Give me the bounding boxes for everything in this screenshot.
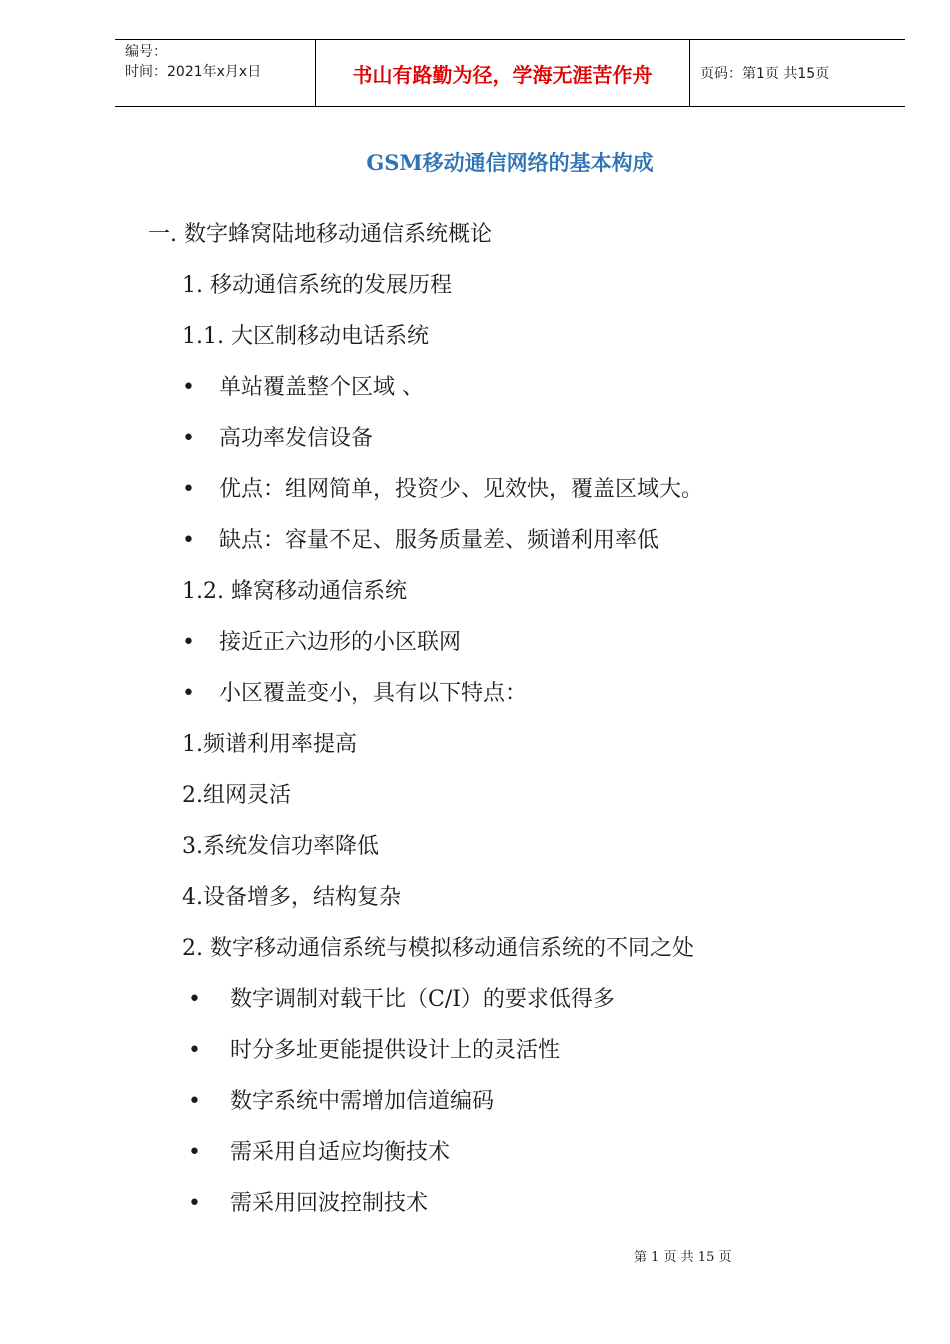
list-item: 需采用回波控制技术 [230,1191,429,1216]
subsection-heading-1-1: 1.1. 大区制移动电话系统 [182,324,429,349]
header-table [115,39,905,107]
list-item: 单站覆盖整个区域 、 [219,375,424,400]
list-item: 高功率发信设备 [219,426,374,451]
list-item: 数字调制对载干比（C/I）的要求低得多 [230,987,615,1012]
bullet-marker: • [188,1089,201,1114]
numbered-item: 4.设备增多，结构复杂 [182,885,401,910]
numbered-item: 1.频谱利用率提高 [182,732,357,757]
subsection-heading-2: 2. 数字移动通信系统与模拟移动通信系统的不同之处 [182,936,694,961]
header-motto-cell [316,40,690,106]
document-number-label: 编号： [125,44,167,60]
list-item: 需采用自适应均衡技术 [230,1140,451,1165]
bullet-marker: • [188,987,201,1012]
header-meta-cell [115,40,316,106]
header-page-info: 页码：第1页 共15页 [700,66,830,82]
header-page-cell [690,40,905,106]
bullet-marker: • [188,1140,201,1165]
list-item: 缺点：容量不足、服务质量差、频谱利用率低 [219,528,660,553]
bullet-marker: • [182,477,195,502]
header-motto: 书山有路勤为径，学海无涯苦作舟 [352,62,653,87]
bullet-marker: • [182,681,195,706]
bullet-marker: • [188,1191,201,1216]
subsection-heading-1-2: 1.2. 蜂窝移动通信系统 [182,579,407,604]
document-time-label: 时间：2021年x月x日 [125,64,262,80]
bullet-marker: • [182,528,195,553]
bullet-marker: • [182,375,195,400]
list-item: 数字系统中需增加信道编码 [230,1089,495,1114]
list-item: 小区覆盖变小，具有以下特点： [219,681,528,706]
bullet-marker: • [182,426,195,451]
list-item: 接近正六边形的小区联网 [219,630,462,655]
bullet-marker: • [188,1038,201,1063]
list-item: 时分多址更能提供设计上的灵活性 [230,1038,561,1063]
numbered-item: 2.组网灵活 [182,783,291,808]
page-footer: 第 1 页 共 15 页 [634,1250,732,1265]
list-item: 优点：组网简单，投资少、见效快，覆盖区域大。 [219,477,704,502]
subsection-heading-1: 1. 移动通信系统的发展历程 [182,273,452,298]
document-title: GSM移动通信网络的基本构成 [366,150,654,175]
section-heading-1: 一. 数字蜂窝陆地移动通信系统概论 [148,222,492,247]
numbered-item: 3.系统发信功率降低 [182,834,379,859]
bullet-marker: • [182,630,195,655]
